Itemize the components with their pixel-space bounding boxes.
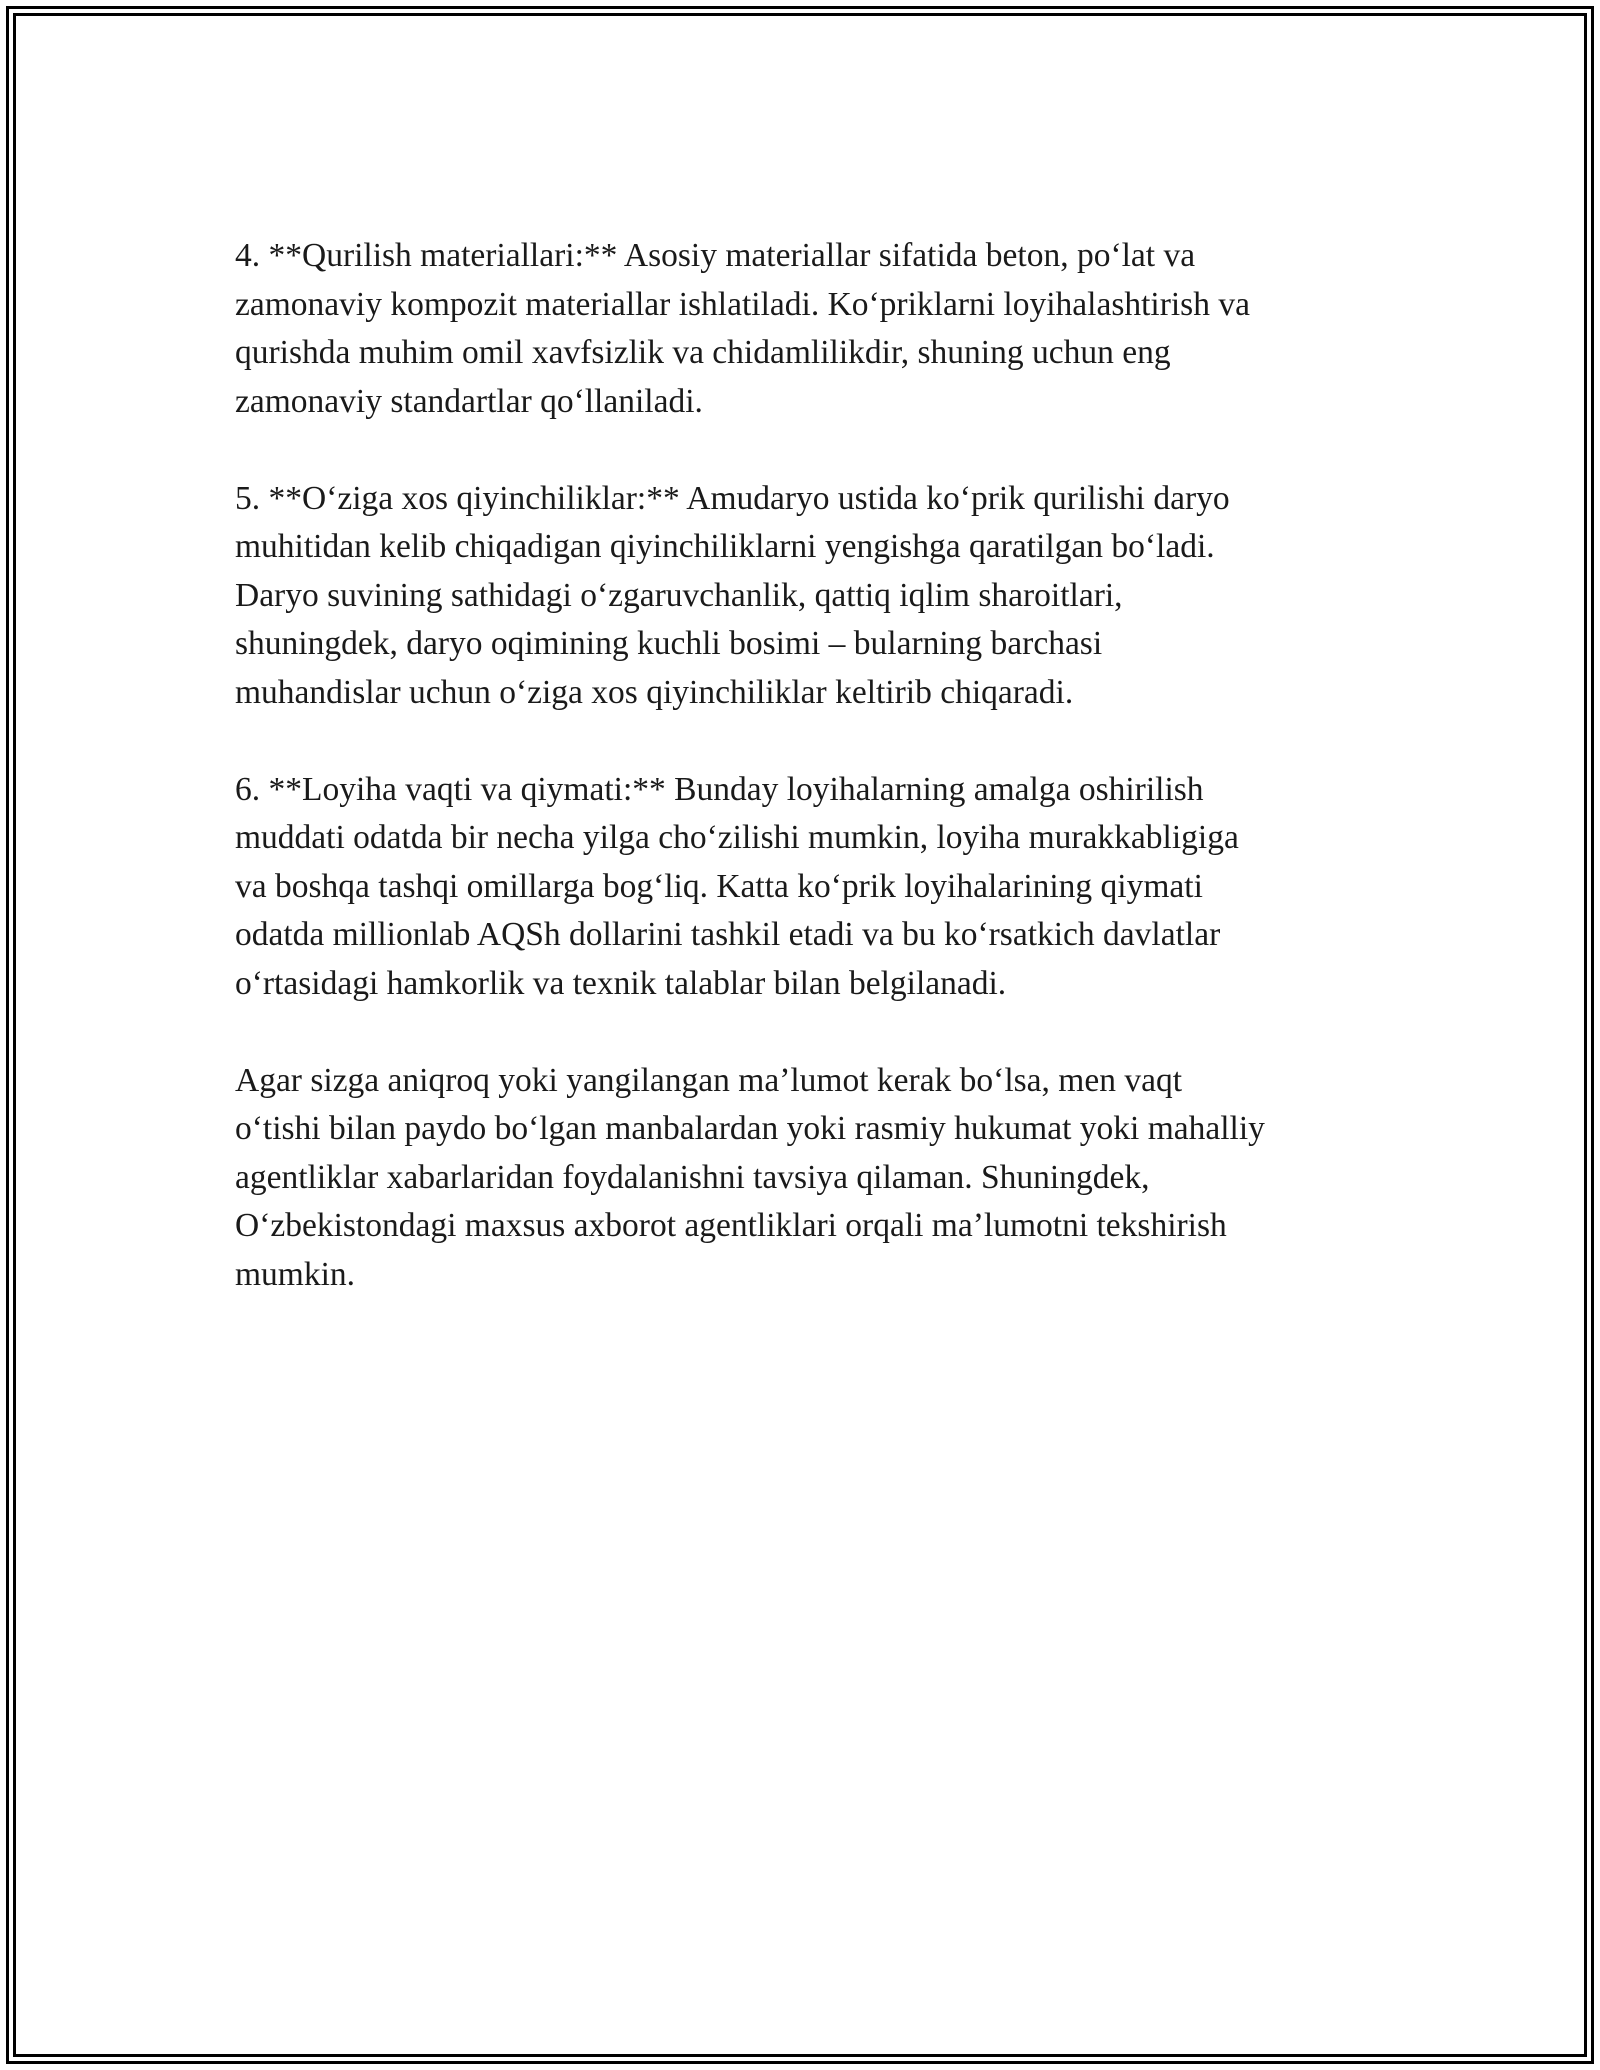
paragraph-specific-challenges: 5. **Oʻziga xos qiyinchiliklar:** Amudaryo ustida koʻprik qurilishi daryo muhitidan kelib chiqadigan qiyinchiliklarni yengishga qaratilgan boʻladi. Daryo suvining sathidagi oʻzgaruvchanlik, qattiq iqlim sharoitlari, shuningdek, daryo oqimining kuchli bosimi – bularning barchasi muhandislar uchun oʻziga xos qiyinchiliklar keltirib chiqaradi. bbox=[235, 479, 1230, 711]
paragraph-recommendation: Agar sizga aniqroq yoki yangilangan maʼlumot kerak boʻlsa, men vaqt oʻtishi bilan paydo boʻlgan manbalardan yoki rasmiy hukumat yoki mahalliy agentliklar xabarlaridan foydalanishni tavsiya qilaman. Shuningdek, Oʻzbekistondagi maxsus axborot agentliklari orqali maʼlumotni tekshirish mumkin. bbox=[235, 1061, 1265, 1293]
paragraph-construction-materials: 4. **Qurilish materiallari:** Asosiy materiallar sifatida beton, poʻlat va zamonaviy kompozit materiallar ishlatiladi. Koʻpriklarni loyihalashtirish va qurishda muhim omil xavfsizlik va chidamlilikdir, shuning uchun eng zamonaviy standartlar qoʻllaniladi. bbox=[235, 237, 1250, 420]
paragraph-project-time-and-cost: 6. **Loyiha vaqti va qiymati:** Bunday loyihalarning amalga oshirilish muddati odatda bir necha yilga choʻzilishi mumkin, loyiha murakkabligiga va boshqa tashqi omillarga bogʻliq. Katta koʻprik loyihalarining qiymati odatda millionlab AQSh dollarini tashkil etadi va bu koʻrsatkich davlatlar oʻrtasidagi hamkorlik va texnik talablar bilan belgilanadi. bbox=[235, 770, 1239, 1002]
document-body bbox=[235, 232, 1375, 1348]
